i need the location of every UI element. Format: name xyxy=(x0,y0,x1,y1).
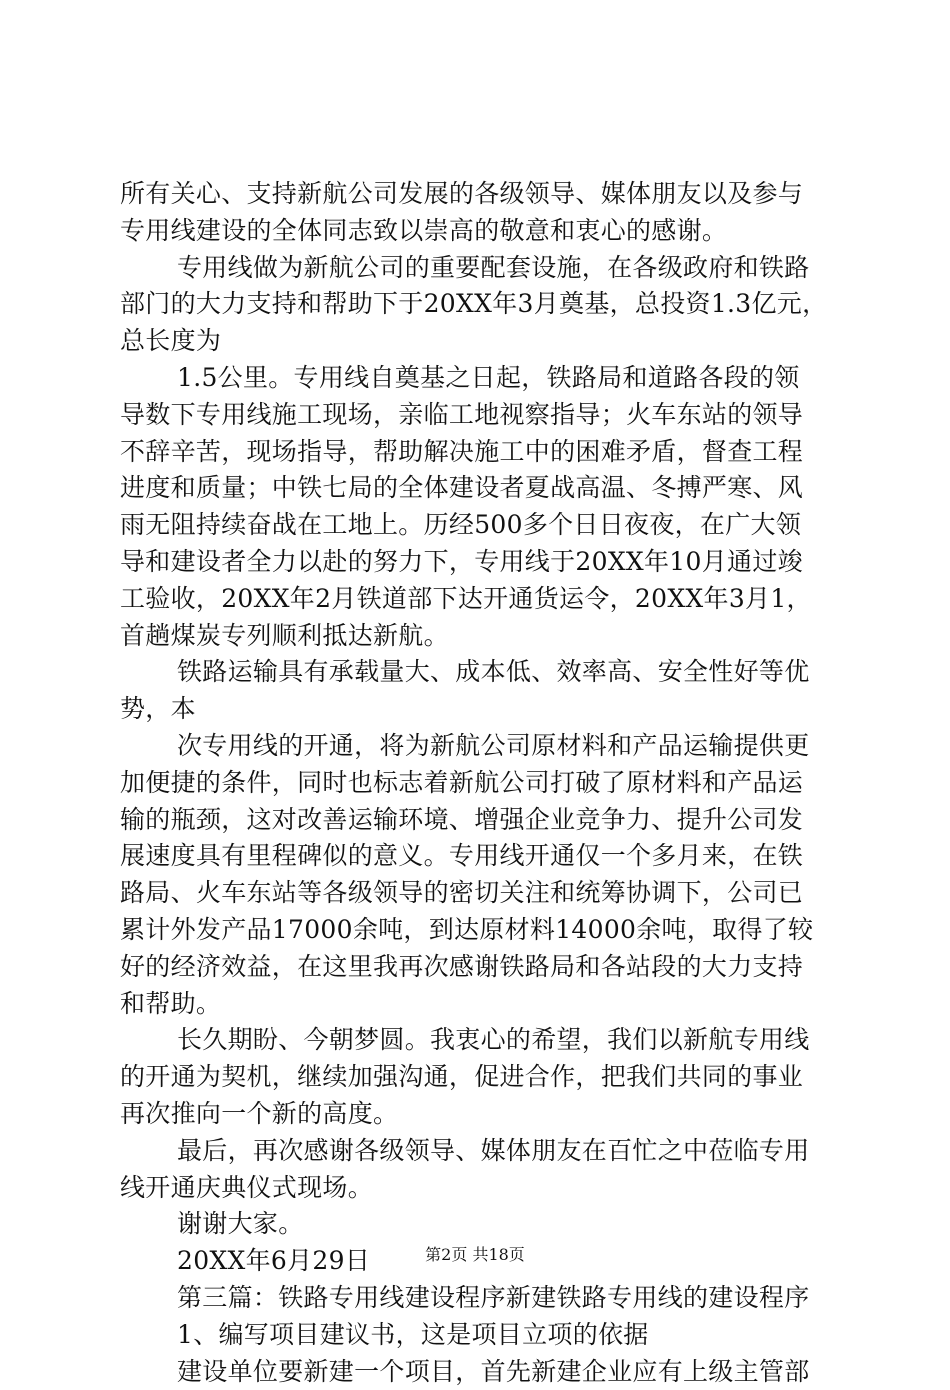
text-line: 不辞辛苦，现场指导，帮助解决施工中的困难矛盾，督查工程 xyxy=(120,434,840,471)
text-line: 部门的大力支持和帮助下于20XX年3月奠基，总投资1.3亿元， xyxy=(120,286,840,323)
text-line: 好的经济效益，在这里我再次感谢铁路局和各站段的大力支持 xyxy=(120,949,840,986)
text-line: 展速度具有里程碑似的意义。专用线开通仅一个多月来，在铁 xyxy=(120,838,840,875)
text-line: 谢谢大家。 xyxy=(120,1206,840,1243)
text-line: 铁路运输具有承载量大、成本低、效率高、安全性好等优 xyxy=(120,654,840,691)
text-line: 第三篇：铁路专用线建设程序新建铁路专用线的建设程序 xyxy=(120,1280,840,1317)
text-line: 次专用线的开通，将为新航公司原材料和产品运输提供更 xyxy=(120,728,840,765)
text-line: 加便捷的条件，同时也标志着新航公司打破了原材料和产品运 xyxy=(120,765,840,802)
text-line: 总长度为 xyxy=(120,323,840,360)
text-line: 输的瓶颈，这对改善运输环境、增强企业竞争力、提升公司发 xyxy=(120,802,840,839)
text-line: 累计外发产品17000余吨，到达原材料14000余吨，取得了较 xyxy=(120,912,840,949)
text-line: 专用线做为新航公司的重要配套设施，在各级政府和铁路 xyxy=(120,250,840,287)
text-line: 雨无阻持续奋战在工地上。历经500多个日日夜夜，在广大领 xyxy=(120,507,840,544)
text-line: 再次推向一个新的高度。 xyxy=(120,1096,840,1133)
text-line: 导数下专用线施工现场，亲临工地视察指导；火车东站的领导 xyxy=(120,397,840,434)
text-line: 线开通庆典仪式现场。 xyxy=(120,1170,840,1207)
text-line: 工验收，20XX年2月铁道部下达开通货运令，20XX年3月1， xyxy=(120,581,840,618)
text-line: 的开通为契机，继续加强沟通，促进合作，把我们共同的事业 xyxy=(120,1059,840,1096)
text-line: 首趟煤炭专列顺利抵达新航。 xyxy=(120,618,840,655)
page-footer: 第2页 共18页 xyxy=(0,1245,950,1265)
text-line: 专用线建设的全体同志致以崇高的敬意和衷心的感谢。 xyxy=(120,213,840,250)
text-line: 路局、火车东站等各级领导的密切关注和统筹协调下，公司已 xyxy=(120,875,840,912)
document-body xyxy=(120,176,840,1390)
text-line: 势，本 xyxy=(120,691,840,728)
text-line: 1、编写项目建议书，这是项目立项的依据 xyxy=(120,1317,840,1354)
text-line: 进度和质量；中铁七局的全体建设者夏战高温、冬搏严寒、风 xyxy=(120,470,840,507)
text-line: 建设单位要新建一个项目，首先新建企业应有上级主管部 xyxy=(120,1354,840,1390)
text-line: 所有关心、支持新航公司发展的各级领导、媒体朋友以及参与 xyxy=(120,176,840,213)
text-line: 最后，再次感谢各级领导、媒体朋友在百忙之中莅临专用 xyxy=(120,1133,840,1170)
text-line: 导和建设者全力以赴的努力下，专用线于20XX年10月通过竣 xyxy=(120,544,840,581)
text-line: 1.5公里。专用线自奠基之日起，铁路局和道路各段的领 xyxy=(120,360,840,397)
text-line: 20XX年6月29日 xyxy=(120,1243,840,1280)
text-line: 长久期盼、今朝梦圆。我衷心的希望，我们以新航专用线 xyxy=(120,1022,840,1059)
text-line: 和帮助。 xyxy=(120,986,840,1023)
